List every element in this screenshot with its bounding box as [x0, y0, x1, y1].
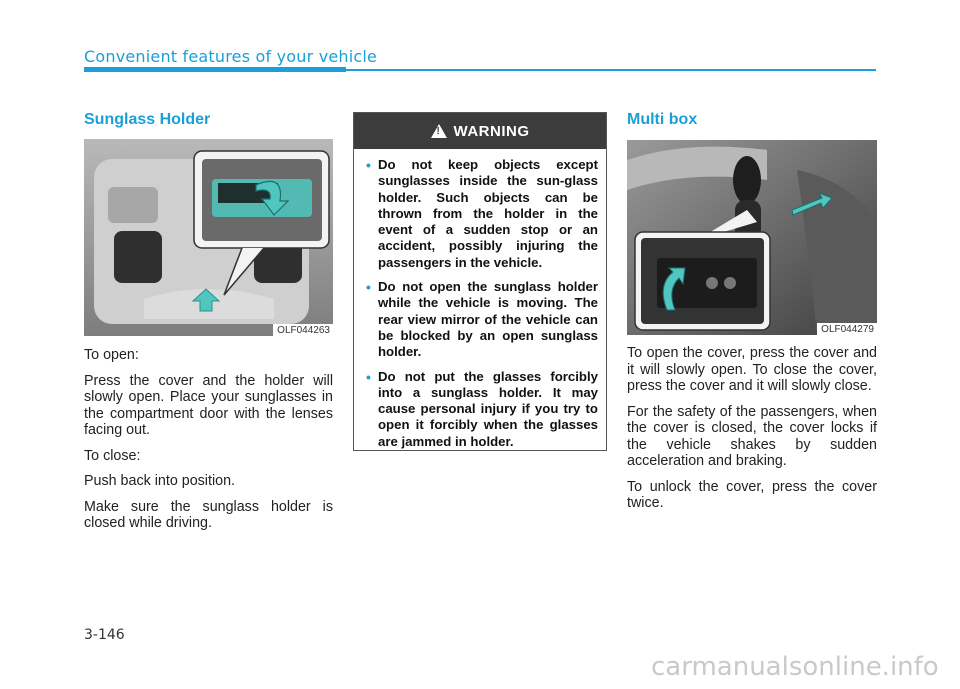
sunglass-paragraph: Make sure the sunglass holder is closed while driving.: [84, 498, 333, 531]
multi-box-title: Multi box: [627, 111, 698, 128]
multi-box-paragraph: To open the cover, press the cover and it will slowly open. To close the cover, press the cover and it will slowly close.: [627, 345, 877, 394]
sunglass-image-code: OLF044263: [273, 324, 333, 336]
warning-triangle-icon: !: [431, 124, 447, 138]
bullet-icon: •: [366, 368, 371, 385]
sunglass-paragraph: To open:: [84, 347, 139, 363]
sunglass-holder-illustration: [84, 139, 333, 336]
sunglass-body: [84, 347, 333, 541]
multi-box-photo: [627, 140, 877, 335]
warning-label: WARNING: [453, 122, 530, 140]
header-rule-thin: [346, 69, 876, 71]
multi-box-paragraph: For the safety of the passengers, when the cover is closed, the cover locks if the vehicle shakes by sudden acceleration and braking.: [627, 403, 877, 469]
warning-item: • Do not put the glasses forcibly into a sunglass holder. It may cause personal injury if you try to open it forcibly when the glasses are jammed in holder.: [366, 368, 598, 449]
multi-box-body: [627, 345, 877, 521]
warning-box: [353, 112, 607, 451]
site-watermark: carmanualsonline.info: [651, 652, 939, 682]
warning-list: [354, 149, 606, 450]
sunglass-holder-title: Sunglass Holder: [84, 111, 211, 128]
multi-box-image-code: OLF044279: [817, 323, 877, 335]
bullet-icon: •: [366, 279, 371, 296]
multi-box-illustration: [627, 140, 877, 335]
sunglass-paragraph: To close:: [84, 447, 141, 464]
multi-box-paragraph: To unlock the cover, press the cover twice.: [627, 478, 877, 511]
sunglass-holder-photo: [84, 139, 333, 336]
warning-header: [354, 113, 606, 149]
section-header-title: Convenient features of your vehicle: [84, 47, 378, 66]
header-rule-thick: [84, 67, 346, 72]
bullet-icon: •: [366, 157, 371, 173]
warning-item: • Do not open the sunglass holder while the vehicle is moving. The rear view mirror of the vehicle can be blocked by an open sunglass holder.: [366, 279, 598, 360]
page-number: 3-146: [84, 627, 125, 643]
sunglass-paragraph: Press the cover and the holder will slowly open. Place your sunglasses in the compartment door with the lenses facing out.: [84, 372, 333, 438]
sunglass-paragraph: Push back into position.: [84, 473, 236, 489]
warning-item: • Do not keep objects except sunglasses inside the sun-glass holder. Such objects can be thrown from the holder in the event of a sudden stop or an accident, possibly injuring the passengers in the vehicle.: [366, 157, 598, 270]
